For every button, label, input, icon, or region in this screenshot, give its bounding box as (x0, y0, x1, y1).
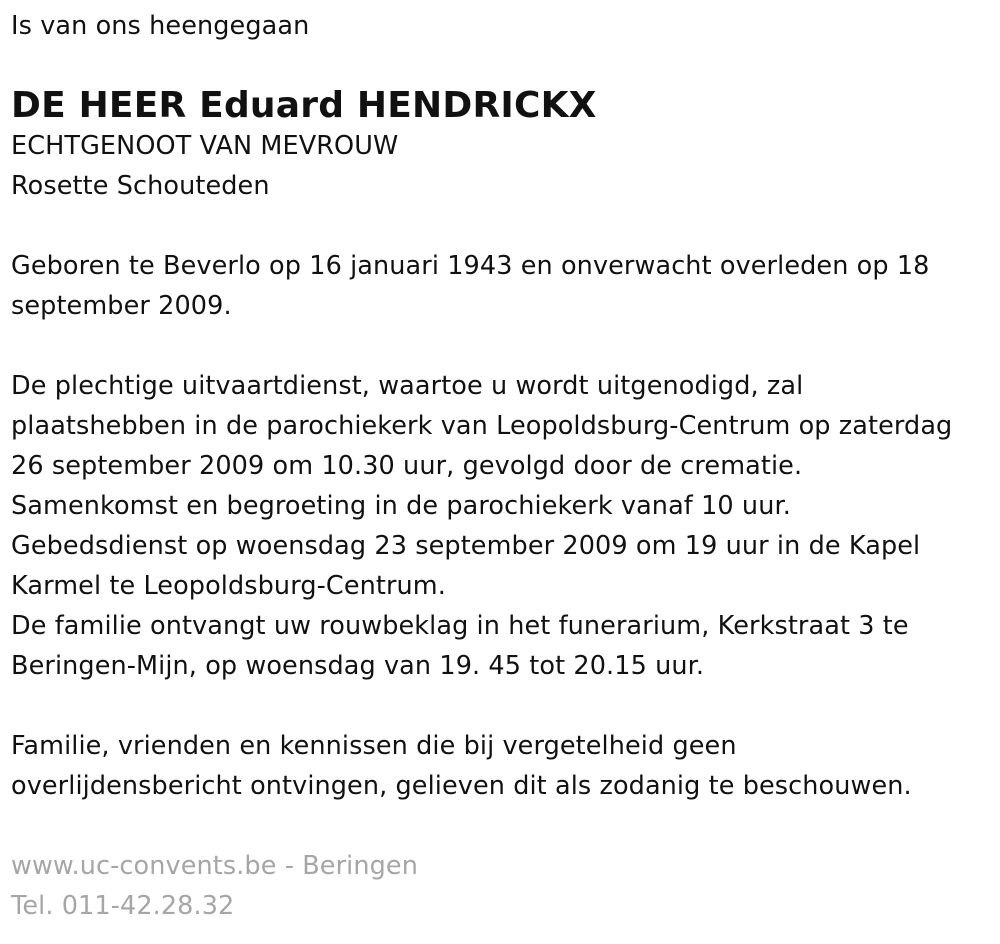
footer-phone: Tel. 011-42.28.32 (11, 891, 235, 921)
intro-text: Is van ons heengegaan (11, 11, 310, 41)
footer (11, 846, 996, 926)
footer-website: www.uc-convents.be - Beringen (11, 851, 418, 881)
spacer (11, 686, 996, 726)
closing-paragraph (11, 726, 996, 806)
service-line: Karmel te Leopoldsburg-Centrum. (11, 571, 446, 601)
service-line: 26 september 2009 om 10.30 uur, gevolgd door de crematie. (11, 451, 803, 481)
service-line: De familie ontvangt uw rouwbeklag in het funerarium, Kerkstraat 3 te (11, 611, 909, 641)
service-line: De plechtige uitvaartdienst, waartoe u wordt uitgenodigd, zal (11, 371, 804, 401)
spacer (11, 206, 996, 246)
service-paragraph (11, 366, 996, 686)
closing-line: overlijdensbericht ontvingen, gelieven dit als zodanig te beschouwen. (11, 771, 912, 801)
closing-line: Familie, vrienden en kennissen die bij vergetelheid geen (11, 731, 737, 761)
spouse-title: ECHTGENOOT VAN MEVROUW (11, 131, 399, 161)
service-line: Gebedsdienst op woensdag 23 september 2009 om 19 uur in de Kapel (11, 531, 921, 561)
service-line: Samenkomst en begroeting in de parochiekerk vanaf 10 uur. (11, 491, 791, 521)
deceased-name: DE HEER Eduard HENDRICKX (11, 85, 597, 126)
birth-line: september 2009. (11, 291, 232, 321)
service-line: Beringen-Mijn, op woensdag van 19. 45 tot 20.15 uur. (11, 651, 705, 681)
service-line: plaatshebben in de parochiekerk van Leopoldsburg-Centrum op zaterdag (11, 411, 953, 441)
birth-paragraph (11, 246, 996, 326)
spacer (11, 806, 996, 846)
spacer (11, 326, 996, 366)
spouse-name: Rosette Schouteden (11, 171, 270, 201)
death-notice (11, 0, 996, 926)
birth-line: Geboren te Beverlo op 16 januari 1943 en onverwacht overleden op 18 (11, 251, 930, 281)
